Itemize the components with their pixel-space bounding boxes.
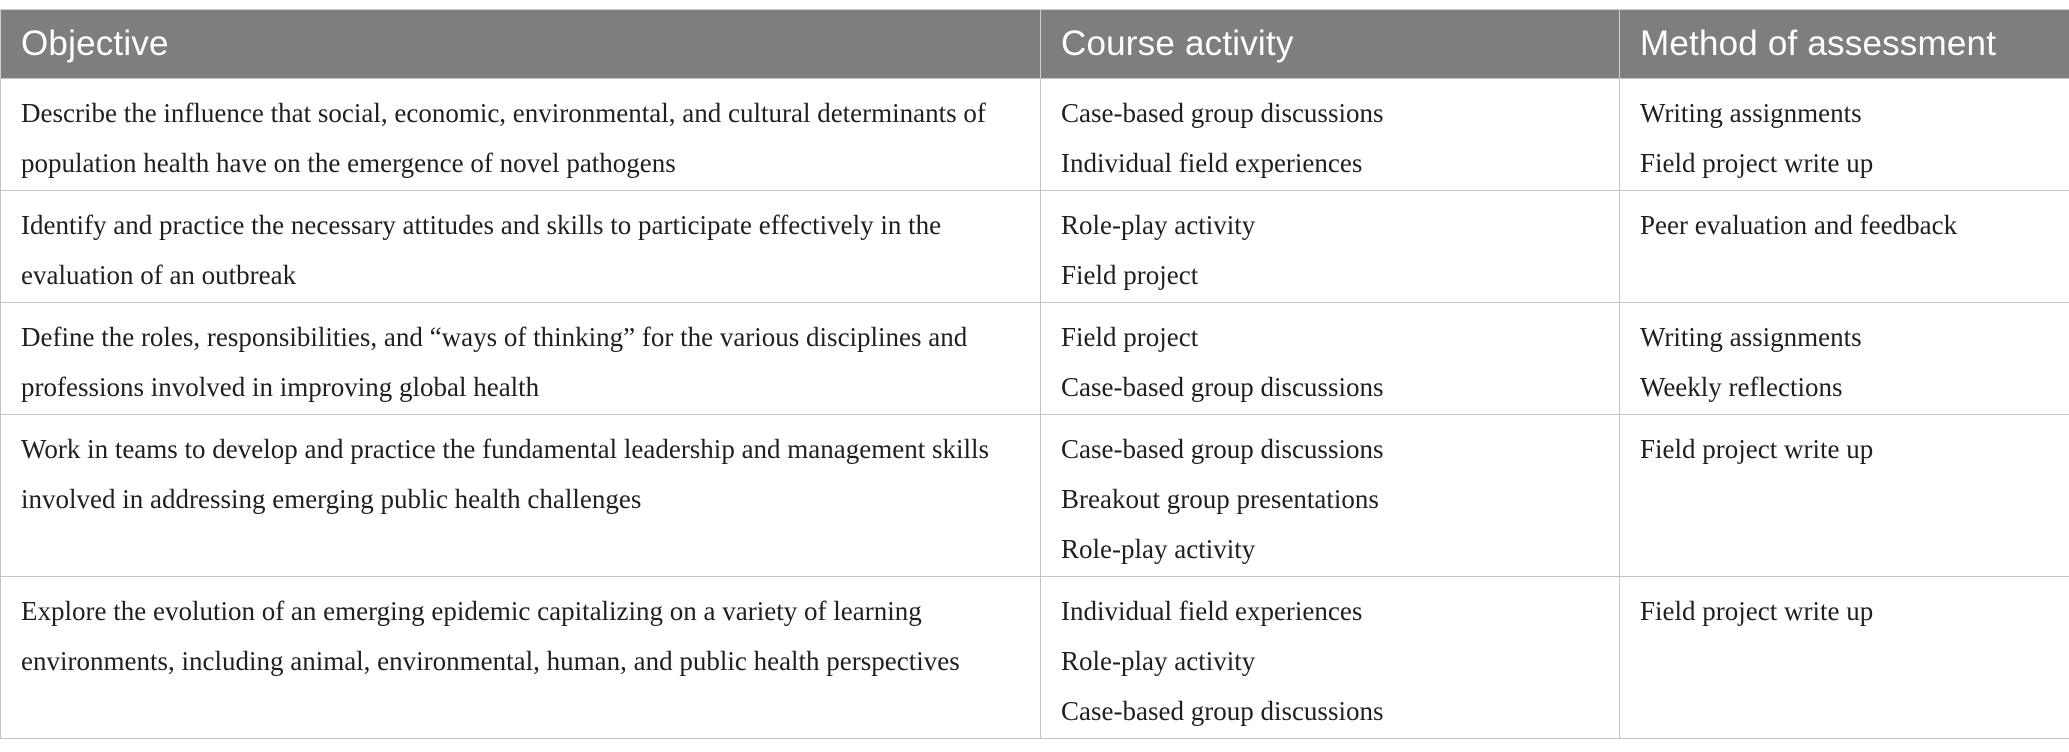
objective-cell <box>1 303 1041 415</box>
assessment-item: Writing assignments <box>1640 98 1862 128</box>
objective-text: Work in teams to develop and practice the fundamental leadership and management skills involved in addressing emerging public health challenges <box>21 434 990 514</box>
activity-item: Role-play activity <box>1061 646 1256 676</box>
objective-cell <box>1 191 1041 303</box>
activity-item: Case-based group discussions <box>1061 98 1384 128</box>
objective-cell <box>1 577 1041 739</box>
activity-cell <box>1041 191 1620 303</box>
activity-item: Field project <box>1061 322 1199 352</box>
objective-cell <box>1 79 1041 191</box>
assessment-item: Peer evaluation and feedback <box>1640 210 1958 240</box>
table-row <box>1 577 2069 739</box>
assessment-item: Writing assignments <box>1640 322 1862 352</box>
header-method-of-assessment: Method of assessment <box>1620 10 2069 79</box>
activity-cell <box>1041 577 1620 739</box>
activity-item: Case-based group discussions <box>1061 696 1384 726</box>
assessment-item: Field project write up <box>1640 596 1874 626</box>
activity-item: Role-play activity <box>1061 210 1256 240</box>
activity-item: Case-based group discussions <box>1061 434 1384 464</box>
header-objective: Objective <box>1 10 1041 79</box>
activity-cell <box>1041 303 1620 415</box>
assessment-cell <box>1620 577 2069 739</box>
objective-text: Describe the influence that social, economic, environmental, and cultural determinants of population health have on the emergence of novel pathogens <box>21 98 986 178</box>
objectives-table <box>0 9 2069 739</box>
assessment-item: Field project write up <box>1640 434 1874 464</box>
header-row <box>1 10 2069 79</box>
table-row <box>1 79 2069 191</box>
objective-text: Identify and practice the necessary attitudes and skills to participate effectively in the evaluation of an outbreak <box>21 210 942 290</box>
assessment-cell <box>1620 415 2069 577</box>
activity-item: Individual field experiences <box>1061 596 1363 626</box>
assessment-cell <box>1620 303 2069 415</box>
activity-cell <box>1041 79 1620 191</box>
table-row <box>1 191 2069 303</box>
table-row <box>1 303 2069 415</box>
assessment-cell <box>1620 191 2069 303</box>
assessment-item: Field project write up <box>1640 148 1874 178</box>
objective-text: Explore the evolution of an emerging epidemic capitalizing on a variety of learning environments, including animal, environmental, human, and public health perspectives <box>21 596 960 676</box>
activity-cell <box>1041 415 1620 577</box>
objectives-table-container <box>0 9 2069 739</box>
table-body <box>1 79 2069 739</box>
activity-item: Role-play activity <box>1061 534 1256 564</box>
table-header <box>1 10 2069 79</box>
activity-item: Field project <box>1061 260 1199 290</box>
table-row <box>1 415 2069 577</box>
activity-item: Breakout group presentations <box>1061 484 1379 514</box>
assessment-cell <box>1620 79 2069 191</box>
assessment-item: Weekly reflections <box>1640 372 1843 402</box>
objective-text: Define the roles, responsibilities, and “ways of thinking” for the various disciplines and professions involved in improving global health <box>21 322 968 402</box>
header-course-activity: Course activity <box>1041 10 1620 79</box>
activity-item: Case-based group discussions <box>1061 372 1384 402</box>
objective-cell <box>1 415 1041 577</box>
activity-item: Individual field experiences <box>1061 148 1363 178</box>
